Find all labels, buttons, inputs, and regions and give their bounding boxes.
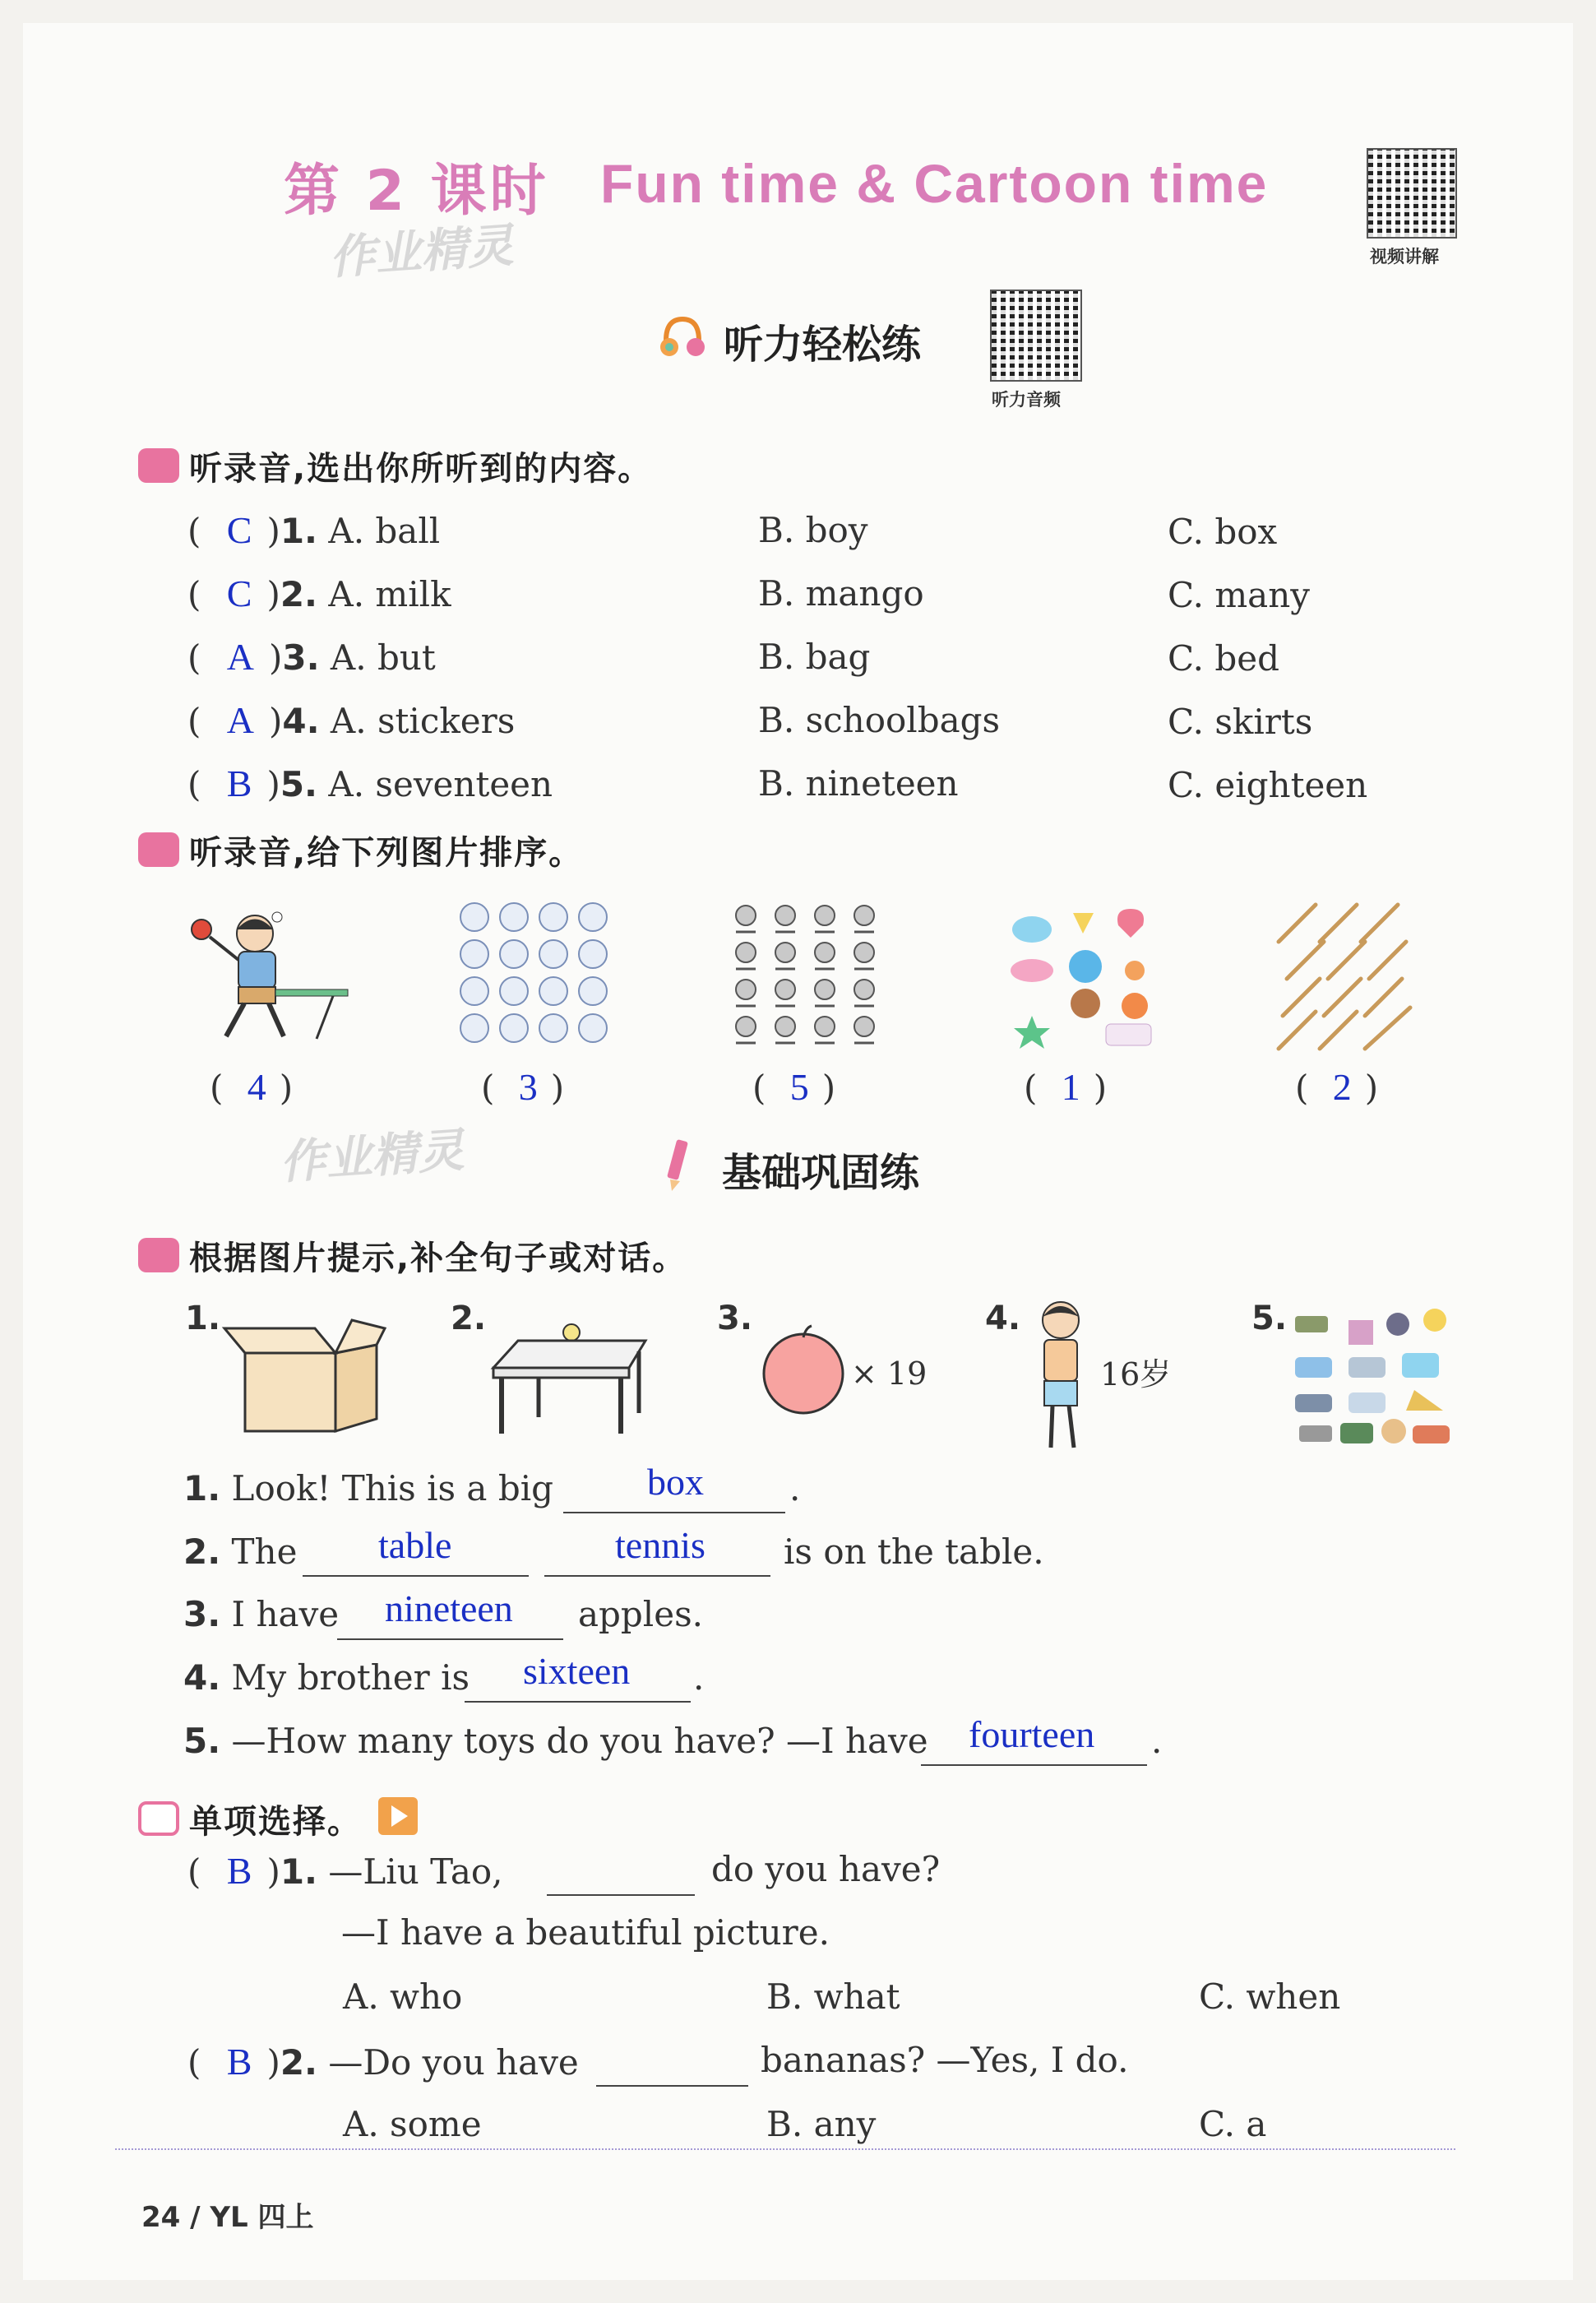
sentence-4: 4. My brother is: [183, 1657, 470, 1698]
option-3b: B. bag: [758, 637, 871, 677]
picture-label-1: 1.: [185, 1300, 221, 1337]
watermark: 作业精灵: [327, 219, 516, 285]
picture-label-2: 2.: [451, 1300, 487, 1337]
order-4: ( 1 ): [1024, 1066, 1108, 1108]
part1-badge: [138, 448, 179, 483]
answer-1: C: [226, 509, 252, 551]
pencil-icon: [662, 1137, 695, 1194]
option-3c: C. bed: [1168, 638, 1279, 679]
part3-instruction: 根据图片提示,补全句子或对话。: [189, 1240, 687, 1277]
choice-question-2-end: bananas? —Yes, I do.: [761, 2040, 1129, 2080]
blank-4[interactable]: [465, 1701, 691, 1703]
part3-badge: [138, 1238, 179, 1272]
option-1b: B. boy: [758, 510, 868, 550]
order-1: ( 4 ): [210, 1066, 294, 1108]
blank-2a[interactable]: [303, 1575, 529, 1577]
part4-instruction: 单项选择。: [189, 1803, 362, 1841]
part1-instruction: 听录音,选出你所听到的内容。: [189, 450, 653, 488]
sentence-3-end: apples.: [578, 1594, 704, 1634]
picture-label-4: 4.: [985, 1300, 1021, 1337]
answer-sentence-2b: tennis: [615, 1524, 705, 1566]
blank-2b[interactable]: [544, 1575, 770, 1577]
page-number: 24: [141, 2201, 181, 2234]
choice-blank-1[interactable]: [547, 1894, 695, 1896]
part2-instruction: 听录音,给下列图片排序。: [189, 834, 584, 872]
video-qr-caption: 视频讲解: [1370, 247, 1439, 266]
part2-badge: [138, 832, 179, 867]
picture-label-3: 3.: [717, 1300, 753, 1337]
basics-heading: 基础巩固练: [722, 1150, 920, 1196]
pencils-picture: [1270, 901, 1427, 1049]
age-label: 16岁: [1100, 1356, 1172, 1392]
choice-2b: B. any: [766, 2104, 877, 2144]
sentence-1-end: .: [789, 1468, 801, 1508]
sentence-2-end: is on the table.: [784, 1531, 1044, 1572]
lesson-title: Fun time & Cartoon time: [600, 153, 1269, 214]
sentence-1: 1. Look! This is a big: [183, 1468, 554, 1508]
choice-2a: A. some: [343, 2104, 482, 2144]
option-1c: C. box: [1168, 512, 1278, 552]
choice-question-2: ( B )2. —Do you have: [187, 2041, 579, 2083]
stickers-picture: [1007, 901, 1155, 1049]
choice-2c: C. a: [1199, 2104, 1267, 2144]
page-footer: 24 / YL 四上: [141, 2201, 314, 2234]
choice-1c: C. when: [1199, 1976, 1341, 2017]
sentence-2: 2. The: [183, 1531, 298, 1572]
apple-count: × 19: [851, 1355, 928, 1392]
option-2b: B. mango: [758, 573, 924, 614]
part4-badge: [138, 1801, 179, 1836]
choice-blank-2[interactable]: [596, 2085, 748, 2087]
blank-1[interactable]: [563, 1512, 785, 1513]
answer-sentence-3: nineteen: [385, 1587, 513, 1629]
question-1: ( C )1. A. ball: [187, 509, 441, 551]
choice-question-1: ( B )1. —Liu Tao,: [187, 1850, 503, 1892]
apple-picture: [761, 1326, 851, 1416]
choice-1b: B. what: [766, 1976, 900, 2017]
video-qr-code[interactable]: [1367, 148, 1457, 239]
sentence-3: 3. I have: [183, 1594, 340, 1634]
order-2: ( 3 ): [481, 1066, 565, 1108]
dolls-picture: [728, 901, 892, 1049]
picture-label-5: 5.: [1251, 1300, 1288, 1337]
balls-picture: [456, 901, 621, 1049]
play-icon[interactable]: [378, 1797, 419, 1837]
toys-picture: [1291, 1304, 1451, 1448]
book-code: YL 四上: [210, 2201, 314, 2234]
audio-qr-caption: 听力音频: [992, 390, 1061, 410]
listening-heading: 听力轻松练: [724, 322, 922, 368]
answer-sentence-2a: table: [378, 1524, 452, 1566]
answer-sentence-5: fourteen: [969, 1713, 1095, 1755]
order-5: ( 2 ): [1295, 1066, 1379, 1108]
choice-1a: A. who: [343, 1976, 463, 2017]
table-picture: [489, 1314, 650, 1438]
choice-question-1-end: do you have?: [711, 1849, 941, 1889]
order-3: ( 5 ): [752, 1066, 836, 1108]
blank-5[interactable]: [921, 1764, 1147, 1766]
audio-qr-code[interactable]: [990, 290, 1082, 382]
boy-picture: [1028, 1295, 1094, 1456]
box-picture: [220, 1312, 385, 1435]
question-4: ( A )4. A. stickers: [187, 699, 516, 741]
sentence-5: 5. —How many toys do you have? —I have: [183, 1721, 928, 1761]
option-5b: B. nineteen: [758, 763, 959, 804]
option-4c: C. skirts: [1168, 702, 1313, 742]
watermark-2: 作业精灵: [278, 1124, 466, 1190]
question-5: ( B )5. A. seventeen: [187, 762, 553, 804]
question-2: ( C )2. A. milk: [187, 572, 451, 614]
headphones-icon: [658, 313, 707, 365]
option-4b: B. schoolbags: [758, 700, 1001, 740]
ping-pong-picture: [185, 901, 349, 1049]
answer-sentence-1: box: [647, 1461, 704, 1503]
blank-3[interactable]: [337, 1638, 563, 1640]
sentence-5-end: .: [1151, 1721, 1163, 1761]
question-3: ( A )3. A. but: [187, 636, 436, 678]
option-5c: C. eighteen: [1168, 765, 1368, 805]
footer-divider: [115, 2148, 1455, 2150]
choice-question-1-reply: —I have a beautiful picture.: [341, 1912, 830, 1953]
sentence-4-end: .: [693, 1657, 705, 1698]
option-2c: C. many: [1168, 575, 1310, 615]
lesson-number: 第 2 课时: [284, 159, 549, 224]
answer-sentence-4: sixteen: [523, 1650, 631, 1692]
